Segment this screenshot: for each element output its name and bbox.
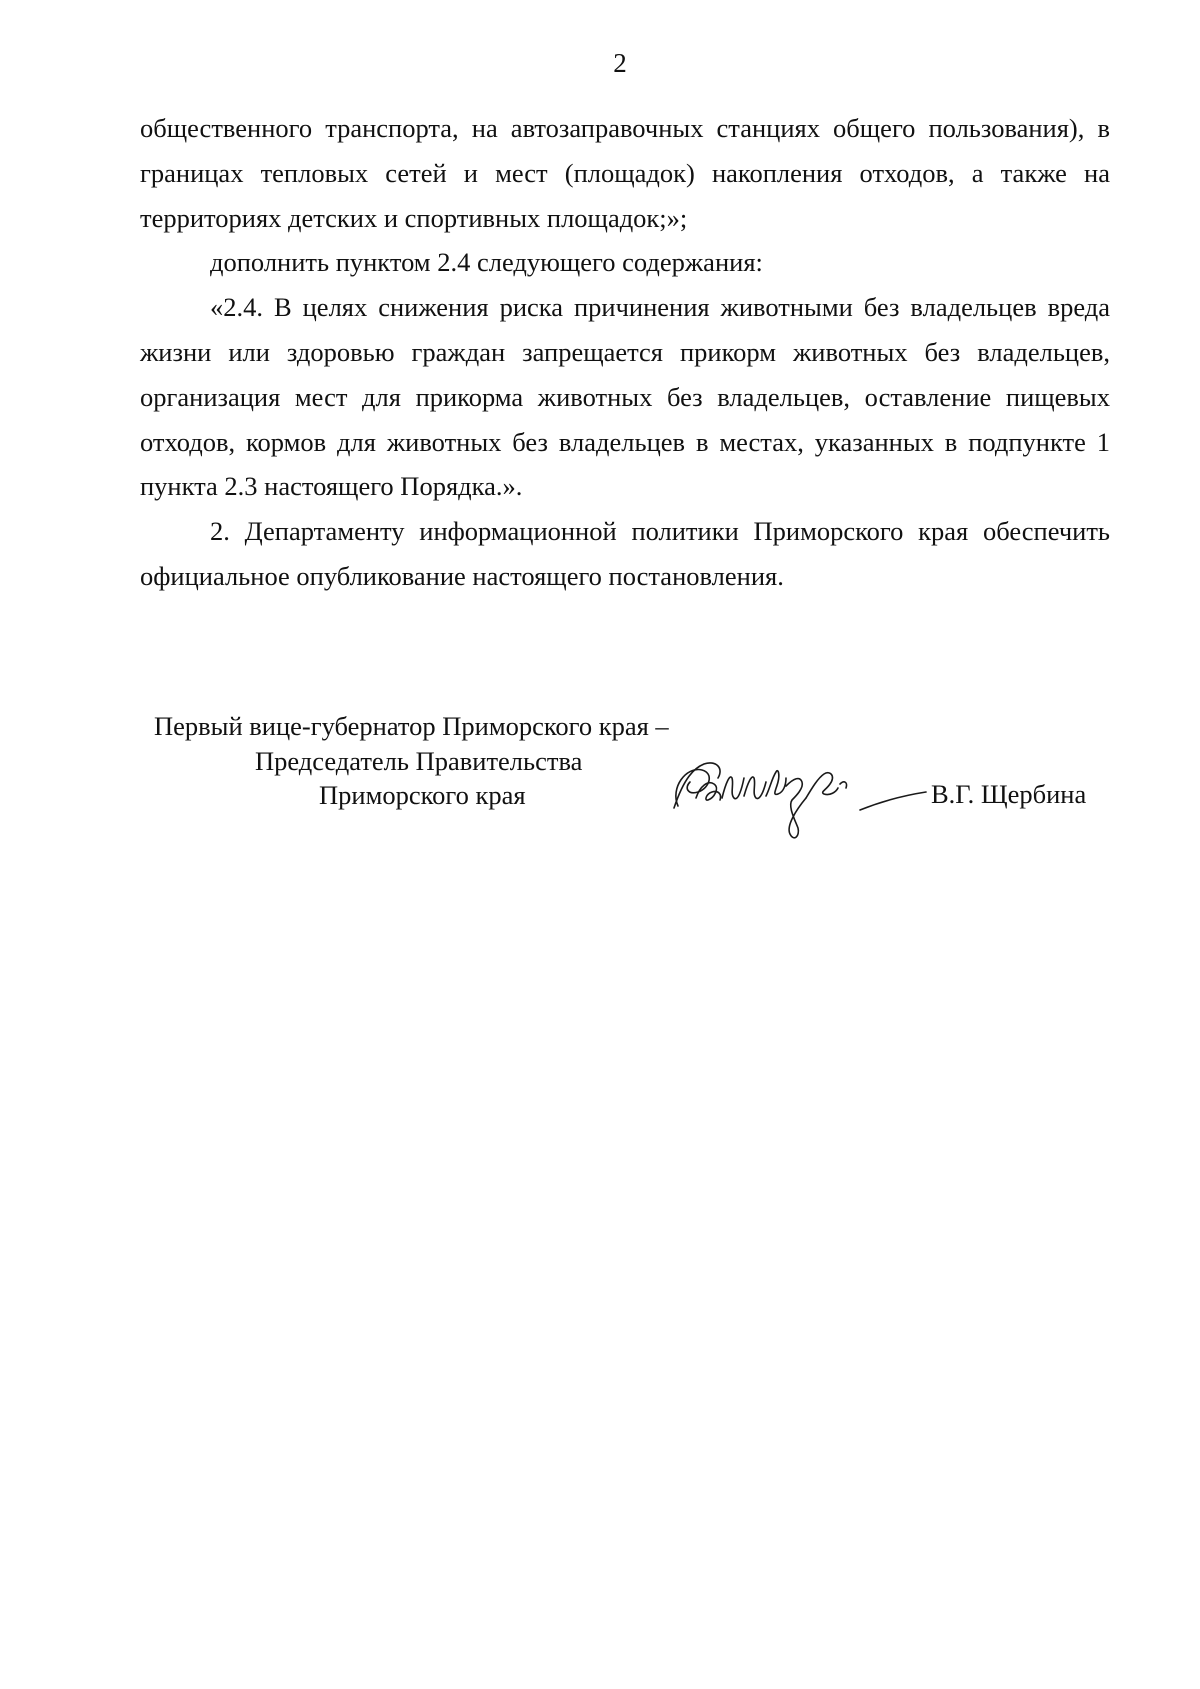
signer-position-line-1: Первый вице-губернатор Приморского края –: [154, 711, 669, 741]
page-number: 2: [613, 48, 627, 78]
signer-name: В.Г. Щербина: [931, 779, 1087, 809]
signer-position-line-3: Приморского края: [319, 780, 526, 810]
paragraph-clause-2-4: «2.4. В целях снижения риска причинения животными без владельцев вреда жизни или здоровью граждан запрещается прикорм животных без владельцев, организация мест для прикорма животных без владельцев, оставление пищевых отходов, кормов для животных без владельцев в местах, указанных в подпункте 1 пункта 2.3 настоящего Порядка.».: [140, 292, 1110, 502]
paragraph-item-2: 2. Департаменту информационной политики Приморского края обеспечить официальное опубликование настоящего постановления.: [140, 516, 1110, 591]
paragraph-amendment-intro: дополнить пунктом 2.4 следующего содержания:: [210, 247, 763, 278]
handwritten-signature: [660, 748, 930, 848]
signer-position-line-2: Председатель Правительства: [255, 746, 583, 776]
paragraph-continuation: общественного транспорта, на автозаправочных станциях общего пользования), в границах тепловых сетей и мест (площадок) накопления отходов, а также на территориях детских и спортивных площадок;»;: [140, 113, 1110, 233]
